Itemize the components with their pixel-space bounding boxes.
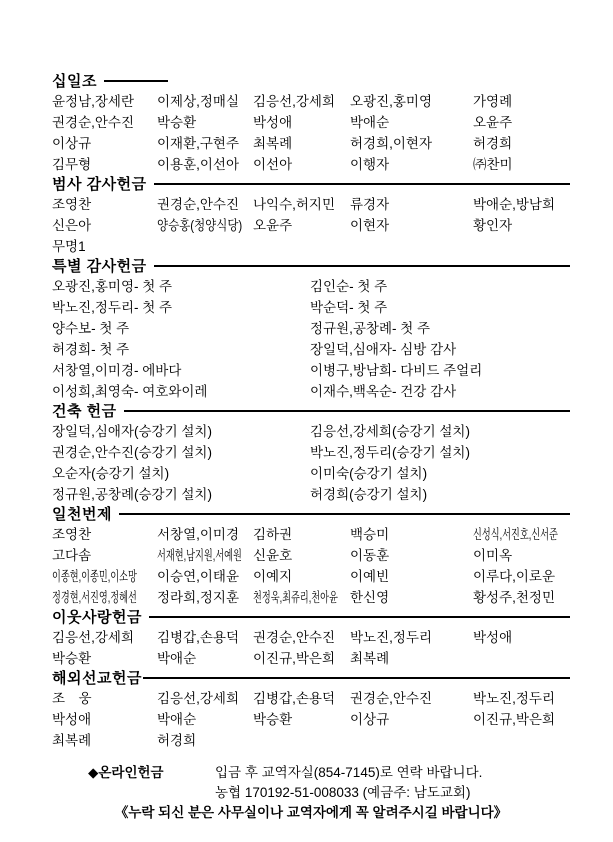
donor-name: 박애순,방남희 — [473, 197, 555, 212]
section-4 — [52, 402, 570, 505]
donor-name: 이승연,이태윤 — [157, 569, 239, 584]
donor-grid — [52, 276, 570, 402]
donor-name: 정규원,공창례- 첫 주 — [310, 321, 431, 336]
section-header — [52, 72, 570, 89]
donor-name: 오윤주 — [253, 218, 293, 233]
donor-name: 권경순,안수진 — [157, 197, 239, 212]
online-offering-instruction: 입금 후 교역자실(854-7145)로 연락 바랍니다. — [215, 765, 483, 780]
donor-name: 이진규,박은희 — [253, 651, 335, 666]
donor-name: 이현자 — [350, 218, 390, 233]
donor-name: 이동훈 — [350, 548, 390, 563]
donor-name: 고다솜 — [52, 548, 92, 563]
section-title: 범사 감사헌금 — [52, 176, 147, 193]
donor-name: 이진규,박은희 — [473, 712, 555, 727]
donor-name: 백승미 — [350, 527, 390, 542]
section-5 — [52, 505, 570, 608]
donor-name: 이예빈 — [350, 569, 390, 584]
donor-name: ㈜찬미 — [473, 157, 513, 172]
donor-name: 이성희,최영숙- 여호와이레 — [52, 384, 208, 399]
section-header — [52, 402, 570, 419]
donor-name: 황성주,천정민 — [473, 590, 555, 605]
section-rule-line — [149, 616, 570, 618]
donor-name: 나익수,허지민 — [253, 197, 335, 212]
donor-name: 이재수,백옥순- 건강 감사 — [310, 384, 457, 399]
donor-name: 김응선,강세희 — [253, 94, 335, 109]
donor-name: 이용훈,이선아 — [157, 157, 239, 172]
donor-name: 박성애 — [473, 630, 513, 645]
donor-name: 박노진,정두리 — [473, 691, 555, 706]
donor-name: 장일덕,심애자(승강기 설치) — [52, 424, 212, 439]
section-title: 해외선교헌금 — [52, 670, 142, 687]
donor-name: 오순자(승강기 설치) — [52, 466, 170, 481]
section-6 — [52, 608, 570, 669]
section-rule-line — [154, 265, 570, 267]
donor-name: 최복례 — [253, 136, 293, 151]
donor-name: 신성식,서진호,신서준 — [473, 527, 558, 542]
section-header — [52, 669, 570, 686]
donor-name: 허경희 — [473, 136, 513, 151]
donor-name: 정경현,서진영,정혜선 — [52, 590, 137, 605]
donor-name: 박성애 — [52, 712, 92, 727]
donor-name: 황인자 — [473, 218, 513, 233]
section-7 — [52, 669, 570, 751]
donor-name: 최복례 — [52, 733, 92, 748]
diamond-icon: ◆ — [88, 765, 99, 780]
section-3 — [52, 257, 570, 402]
donor-name: 박승환 — [157, 115, 197, 130]
donor-name: 이재환,구현주 — [157, 136, 239, 151]
section-header — [52, 175, 570, 192]
donor-name: 허경희,이현자 — [350, 136, 432, 151]
donor-grid — [52, 194, 570, 257]
donor-name: 권경순,안수진 — [253, 630, 335, 645]
donor-name: 박승환 — [52, 651, 92, 666]
section-1 — [52, 72, 570, 175]
donor-name: 조영찬 — [52, 527, 92, 542]
donor-name: 김병갑,손용덕 — [157, 630, 239, 645]
donor-name: 이행자 — [350, 157, 390, 172]
omission-notice: 《누락 되신 분은 사무실이나 교역자에게 꼭 알려주시길 바랍니다》 — [114, 805, 508, 820]
section-title: 건축 헌금 — [52, 403, 117, 420]
donor-name: 이병구,방남희- 다비드 주얼리 — [310, 363, 483, 378]
donor-name: 서창열,이미경 — [157, 527, 239, 542]
donor-name: 한신영 — [350, 590, 390, 605]
section-rule-line — [124, 410, 570, 412]
donor-name: 신은아 — [52, 218, 92, 233]
donor-name: 박애순 — [350, 115, 390, 130]
donor-grid — [52, 627, 570, 669]
donor-name: 박애순 — [157, 651, 197, 666]
section-rule-line — [143, 677, 570, 679]
donor-name: 김병갑,손용덕 — [253, 691, 335, 706]
donor-name: 오윤주 — [473, 115, 513, 130]
section-header — [52, 257, 570, 274]
donor-name: 박애순 — [157, 712, 197, 727]
donor-name: 양승홍(청양식당) — [157, 218, 243, 233]
donor-name: 박노진,정두리- 첫 주 — [52, 300, 173, 315]
section-header — [52, 608, 570, 625]
donor-name: 서재현,남지원,서예원 — [157, 548, 242, 563]
section-rule-line — [104, 80, 168, 82]
donor-name: 이선아 — [253, 157, 293, 172]
donor-name: 권경순,안수진(승강기 설치) — [52, 445, 212, 460]
donor-name: 이제상,정매실 — [157, 94, 239, 109]
section-title: 이웃사랑헌금 — [52, 609, 142, 626]
donor-name: 조 웅 — [52, 691, 92, 706]
donor-name: 조영찬 — [52, 197, 92, 212]
empty-cell — [253, 730, 350, 751]
empty-cell — [157, 236, 253, 257]
donor-name: 권경순,안수진 — [350, 691, 432, 706]
donor-grid — [52, 421, 570, 505]
empty-cell — [473, 236, 570, 257]
empty-cell — [473, 730, 570, 751]
offering-sections — [52, 72, 570, 751]
donor-name: 이미숙(승강기 설치) — [310, 466, 428, 481]
donor-name: 정규원,공창례(승강기 설치) — [52, 487, 212, 502]
empty-cell — [473, 648, 570, 669]
donor-name: 허경희- 첫 주 — [52, 342, 130, 357]
donor-name: 양수보- 첫 주 — [52, 321, 130, 336]
section-title: 십일조 — [52, 73, 97, 90]
bank-account: 농협 170192-51-008033 (예금주: 남도교회) — [215, 785, 471, 800]
empty-cell — [350, 236, 473, 257]
donor-name: 박성애 — [253, 115, 293, 130]
donor-name: 장일덕,심애자- 심방 감사 — [310, 342, 457, 357]
donor-name: 서창열,이미경- 에바다 — [52, 363, 182, 378]
donor-name: 류경자 — [350, 197, 390, 212]
donor-name: 김무형 — [52, 157, 92, 172]
empty-cell — [253, 236, 350, 257]
donor-name: 정라희,정지훈 — [157, 590, 239, 605]
donor-name: 오광진,홍미영 — [350, 94, 432, 109]
section-title: 일천번제 — [52, 506, 112, 523]
section-title: 특별 감사헌금 — [52, 258, 147, 275]
donor-name: 무명1 — [52, 239, 86, 254]
donor-name: 이종현,이종민,이소망 — [52, 569, 137, 584]
donor-name: 박노진,정두리(승강기 설치) — [310, 445, 470, 460]
donor-name: 허경희 — [157, 733, 197, 748]
online-offering-title: 온라인헌금 — [98, 765, 164, 780]
donor-name: 김하권 — [253, 527, 293, 542]
donor-name: 이상규 — [350, 712, 390, 727]
donor-name: 윤정남,장세란 — [52, 94, 134, 109]
donor-name: 천정욱,최쥬리,천아윤 — [253, 590, 338, 605]
donor-grid — [52, 524, 570, 608]
donor-name: 박순덕- 첫 주 — [310, 300, 388, 315]
online-offering-row — [52, 763, 570, 783]
section-header — [52, 505, 570, 522]
footer — [52, 763, 570, 823]
donor-grid — [52, 91, 570, 175]
donor-name: 최복례 — [350, 651, 390, 666]
donor-name: 이미옥 — [473, 548, 513, 563]
donor-name: 신윤호 — [253, 548, 293, 563]
donor-name: 이예지 — [253, 569, 293, 584]
donor-name: 허경희(승강기 설치) — [310, 487, 428, 502]
donor-name: 이루다,이로운 — [473, 569, 555, 584]
empty-cell — [350, 730, 473, 751]
donor-name: 오광진,홍미영- 첫 주 — [52, 279, 173, 294]
section-2 — [52, 175, 570, 257]
donor-name: 박노진,정두리 — [350, 630, 432, 645]
online-offering-label — [88, 763, 215, 783]
donor-name: 박승환 — [253, 712, 293, 727]
donor-name: 가영례 — [473, 94, 513, 109]
section-rule-line — [154, 183, 570, 185]
donor-name: 권경순,안수진 — [52, 115, 134, 130]
donor-name: 김응선,강세희 — [52, 630, 134, 645]
donor-grid — [52, 688, 570, 751]
donor-name: 김인순- 첫 주 — [310, 279, 388, 294]
donor-name: 이상규 — [52, 136, 92, 151]
donor-name: 김응선,강세희 — [157, 691, 239, 706]
donor-name: 김응선,강세희(승강기 설치) — [310, 424, 470, 439]
section-rule-line — [119, 513, 570, 515]
